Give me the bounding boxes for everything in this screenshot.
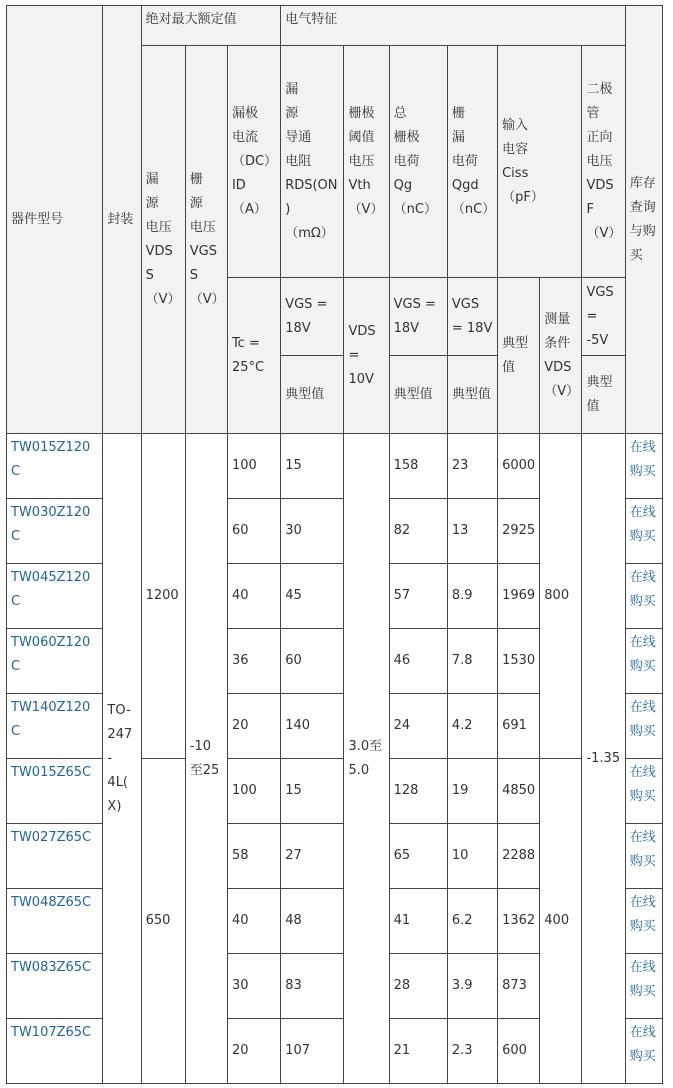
header-meas — [540, 278, 582, 434]
header-vth — [344, 46, 389, 278]
qg-value: 41 — [389, 889, 447, 954]
qgd-value: 4.2 — [447, 694, 497, 759]
header-line: 正向 — [586, 129, 613, 145]
header-line: 条件 — [544, 335, 571, 351]
part-number[interactable]: TW107Z65C — [7, 1019, 103, 1084]
header-line: 电荷 — [393, 153, 420, 169]
buy-link-line[interactable]: 在线 — [629, 960, 656, 975]
buy-cell — [625, 629, 662, 694]
qgd-value: 6.2 — [447, 889, 497, 954]
package-cell — [103, 434, 141, 1084]
buy-cell — [625, 499, 662, 564]
header-line: 源 — [145, 195, 159, 211]
rds-value: 15 — [281, 434, 344, 499]
buy-link-line[interactable]: 在线 — [629, 700, 656, 715]
id-value: 60 — [227, 499, 280, 564]
package-line: TO- — [107, 702, 131, 718]
rds-value: 15 — [281, 759, 344, 824]
buy-cell — [625, 824, 662, 889]
vdss-value: 1200 — [141, 434, 185, 759]
header-line: 测量 — [544, 311, 571, 327]
buy-link-line[interactable]: 在线 — [629, 635, 656, 650]
buy-link-line[interactable]: 购买 — [629, 529, 656, 544]
buy-cell — [625, 1019, 662, 1084]
qg-value: 128 — [389, 759, 447, 824]
buy-online-link[interactable] — [630, 761, 658, 809]
qg-value: 24 — [389, 694, 447, 759]
buy-cell — [625, 954, 662, 1019]
ciss-value: 1969 — [498, 564, 540, 629]
header-abs-max: 绝对最大额定值 — [141, 6, 281, 46]
buy-online-link[interactable] — [630, 1021, 658, 1069]
qgd-value: 2.3 — [447, 1019, 497, 1084]
header-vdsf — [582, 46, 625, 278]
table-body — [7, 434, 663, 1084]
buy-link-line[interactable]: 购买 — [629, 919, 656, 934]
header-vdss — [141, 46, 185, 434]
header-line: 与购 — [629, 223, 656, 239]
buy-link-line[interactable]: 在线 — [629, 765, 656, 780]
header-qgd-cond — [447, 278, 497, 434]
ciss-value: 691 — [498, 694, 540, 759]
header-qg — [389, 46, 447, 278]
part-number[interactable]: TW048Z65C — [7, 889, 103, 954]
header-line: 栅极 — [393, 129, 420, 145]
header-line: （V） — [348, 201, 384, 217]
header-line: （DC） — [231, 153, 278, 169]
header-line: 管 — [586, 105, 600, 121]
id-value: 36 — [227, 629, 280, 694]
ciss-value: 600 — [498, 1019, 540, 1084]
qgd-value: 23 — [447, 434, 497, 499]
header-line: 漏 — [145, 171, 159, 187]
header-electrical: 电气特征 — [281, 6, 626, 46]
buy-online-link[interactable] — [630, 501, 658, 549]
id-value: 20 — [227, 1019, 280, 1084]
part-number[interactable]: TW060Z120C — [7, 629, 103, 694]
header-line: ID — [231, 177, 246, 193]
buy-link-line[interactable]: 在线 — [629, 505, 656, 520]
id-value: 30 — [227, 954, 280, 1019]
qg-value: 57 — [389, 564, 447, 629]
vdss-value: 650 — [141, 759, 185, 1084]
qg-value: 82 — [389, 499, 447, 564]
header-line: 总 — [393, 105, 407, 121]
header-line: （V） — [189, 291, 225, 307]
header-line: 查询 — [629, 199, 656, 215]
header-part-no: 器件型号 — [7, 6, 103, 434]
header-line: （V） — [145, 291, 181, 307]
header-line: 电压 — [348, 153, 375, 169]
qgd-typ: 典型值 — [451, 386, 491, 402]
part-number[interactable]: TW030Z120C — [7, 499, 103, 564]
buy-link-line[interactable]: 在线 — [629, 1025, 656, 1040]
rds-value: 83 — [281, 954, 344, 1019]
qgd-cond: VGS = 18V — [448, 278, 497, 356]
ciss-value: 6000 — [498, 434, 540, 499]
header-line: VDSF — [586, 177, 614, 217]
qg-value: 21 — [389, 1019, 447, 1084]
vdsf-typ: 典型值 — [586, 374, 613, 414]
header-line: 电荷 — [451, 153, 478, 169]
buy-link-line[interactable]: 购买 — [629, 854, 656, 869]
package-line: 4L(X) — [107, 774, 129, 814]
qg-value: 65 — [389, 824, 447, 889]
header-ciss — [498, 46, 582, 278]
qgd-value: 19 — [447, 759, 497, 824]
part-number[interactable]: TW083Z65C — [7, 954, 103, 1019]
qg-value: 28 — [389, 954, 447, 1019]
header-vgss — [185, 46, 227, 434]
header-line: 栅 — [189, 171, 203, 187]
buy-link-line[interactable]: 购买 — [629, 724, 656, 739]
buy-link-line[interactable]: 购买 — [629, 789, 656, 804]
header-line: Ciss — [502, 165, 529, 181]
buy-link-line[interactable]: 购买 — [629, 1049, 656, 1064]
header-line: 栅 — [451, 105, 465, 121]
buy-link-line[interactable]: 在线 — [629, 830, 656, 845]
buy-online-link[interactable] — [630, 436, 658, 484]
buy-cell — [625, 889, 662, 954]
buy-online-link[interactable] — [630, 566, 658, 614]
header-line: 二极 — [586, 81, 613, 97]
header-line: RDS(ON) — [285, 177, 338, 217]
header-line: 库存 — [629, 175, 656, 191]
header-tc: Tc = 25°C — [227, 278, 280, 434]
buy-online-link[interactable] — [630, 631, 658, 679]
id-value: 40 — [227, 889, 280, 954]
id-value: 100 — [227, 759, 280, 824]
header-line: 电阻 — [285, 153, 312, 169]
buy-link-line[interactable]: 在线 — [629, 440, 656, 455]
vth-value: 3.0至5.0 — [344, 434, 389, 1084]
part-number[interactable]: TW015Z120C — [7, 434, 103, 499]
meas-value: 400 — [540, 759, 582, 1084]
header-line: （mΩ） — [285, 225, 334, 241]
header-rds — [281, 46, 344, 278]
header-line: 漏极 — [231, 105, 258, 121]
header-line: 漏 — [451, 129, 465, 145]
buy-online-link[interactable] — [630, 826, 658, 874]
ciss-value: 1530 — [498, 629, 540, 694]
rds-value: 107 — [281, 1019, 344, 1084]
header-line: VGSS — [189, 243, 217, 283]
header-line: 输入 — [502, 117, 529, 133]
ciss-value: 2288 — [498, 824, 540, 889]
rds-cond: VGS = 18V — [281, 278, 343, 356]
header-line: Qgd — [451, 177, 479, 193]
header-package: 封装 — [103, 6, 141, 434]
header-line: 源 — [189, 195, 203, 211]
part-number[interactable]: TW027Z65C — [7, 824, 103, 889]
header-rds-cond — [281, 278, 344, 434]
header-line: 导通 — [285, 129, 312, 145]
header-line: 电压 — [586, 153, 613, 169]
qgd-value: 3.9 — [447, 954, 497, 1019]
header-stock — [625, 6, 662, 434]
buy-link-line[interactable]: 在线 — [629, 570, 656, 585]
header-line: （A） — [231, 201, 267, 217]
header-id — [227, 46, 280, 278]
buy-link-line[interactable]: 购买 — [629, 594, 656, 609]
header-line: 电流 — [231, 129, 258, 145]
header-line: （nC） — [393, 201, 437, 217]
rds-value: 30 — [281, 499, 344, 564]
header-line: 漏 — [285, 81, 299, 97]
header-line: VDS — [544, 359, 572, 375]
header-line: （V） — [544, 383, 580, 399]
header-qgd — [447, 46, 497, 278]
header-line: 电压 — [145, 219, 172, 235]
rds-value: 45 — [281, 564, 344, 629]
qgd-value: 13 — [447, 499, 497, 564]
header-line: Vth — [348, 177, 371, 193]
spec-table — [6, 5, 663, 1084]
ciss-value: 873 — [498, 954, 540, 1019]
rds-value: 60 — [281, 629, 344, 694]
header-line: 栅极 — [348, 105, 375, 121]
qg-value: 158 — [389, 434, 447, 499]
buy-cell — [625, 694, 662, 759]
part-number[interactable]: TW045Z120C — [7, 564, 103, 629]
header-vdsf-cond — [582, 278, 625, 434]
buy-cell — [625, 759, 662, 824]
buy-link-line[interactable]: 在线 — [629, 895, 656, 910]
package-line: 247- — [107, 726, 133, 766]
buy-link-line[interactable]: 购买 — [629, 464, 656, 479]
ciss-value: 4850 — [498, 759, 540, 824]
qg-value: 46 — [389, 629, 447, 694]
buy-online-link[interactable] — [630, 956, 658, 1004]
id-value: 40 — [227, 564, 280, 629]
meas-value: 800 — [540, 434, 582, 759]
ciss-value: 2925 — [498, 499, 540, 564]
ciss-value: 1362 — [498, 889, 540, 954]
qg-cond: VGS = 18V — [390, 278, 447, 356]
id-value: 20 — [227, 694, 280, 759]
buy-cell — [625, 564, 662, 629]
header-line: 电压 — [189, 219, 216, 235]
part-number[interactable]: TW015Z65C — [7, 759, 103, 824]
vgss-value: -10至25 — [185, 434, 227, 1084]
rds-value: 140 — [281, 694, 344, 759]
qgd-value: 8.9 — [447, 564, 497, 629]
vdsf-value: -1.35 — [582, 434, 625, 1084]
buy-online-link[interactable] — [630, 696, 658, 744]
part-number[interactable]: TW140Z120C — [7, 694, 103, 759]
id-value: 58 — [227, 824, 280, 889]
rds-value: 48 — [281, 889, 344, 954]
id-value: 100 — [227, 434, 280, 499]
header-line: 电容 — [502, 141, 529, 157]
rds-typ: 典型值 — [285, 386, 325, 402]
header-line: Qg — [393, 177, 413, 193]
buy-online-link[interactable] — [630, 891, 658, 939]
buy-cell — [625, 434, 662, 499]
buy-link-line[interactable]: 购买 — [629, 984, 656, 999]
rds-value: 27 — [281, 824, 344, 889]
buy-link-line[interactable]: 购买 — [629, 659, 656, 674]
header-line: VDSS — [145, 243, 173, 283]
header-vth-cond: VDS = 10V — [344, 278, 389, 434]
header-qg-cond — [389, 278, 447, 434]
qgd-value: 10 — [447, 824, 497, 889]
header-line: 阈值 — [348, 129, 375, 145]
qgd-value: 7.8 — [447, 629, 497, 694]
header-line: 买 — [629, 247, 643, 263]
header-line: （nC） — [451, 201, 496, 217]
header-line: 源 — [285, 105, 299, 121]
header-ciss-typ: 典型值 — [498, 278, 540, 434]
table-row — [7, 434, 663, 499]
header-line: （pF） — [502, 189, 544, 205]
vdsf-cond: VGS = -5V — [582, 278, 624, 356]
qg-typ: 典型值 — [393, 386, 433, 402]
header-line: （V） — [586, 225, 622, 241]
